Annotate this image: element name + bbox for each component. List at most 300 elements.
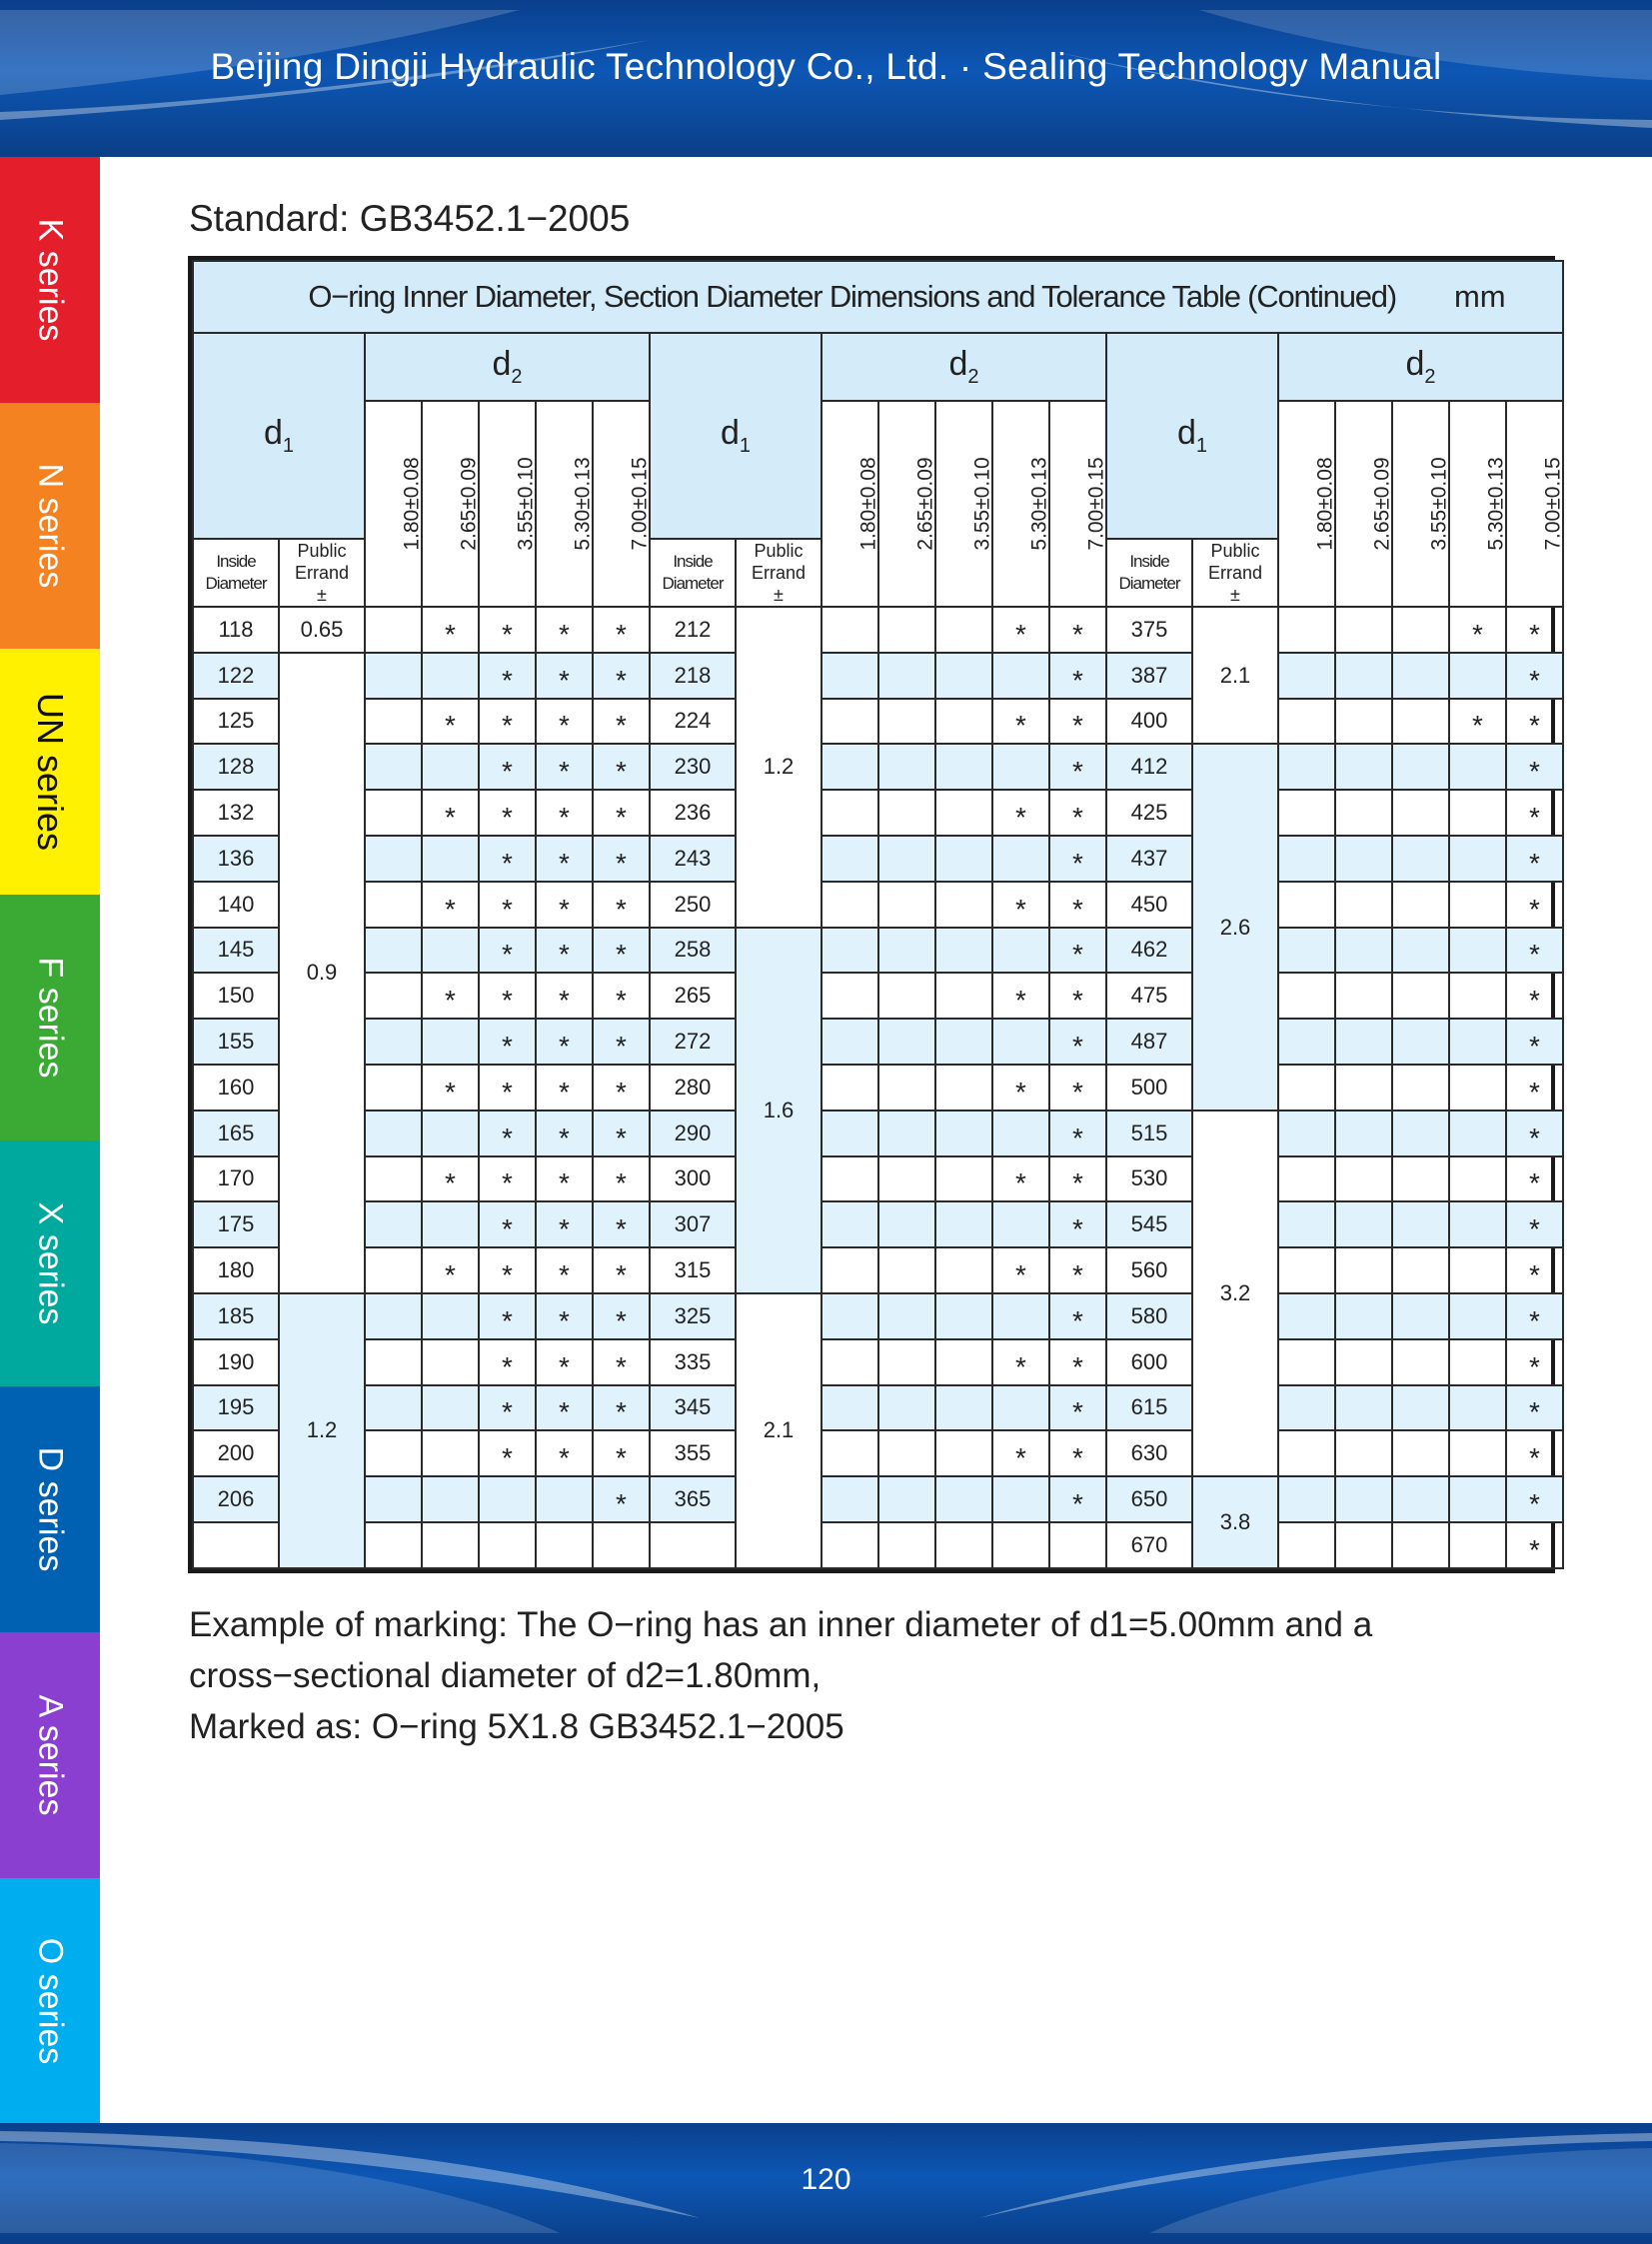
inside-diameter-cell: 118 (193, 607, 279, 653)
availability-star: * (536, 1247, 593, 1293)
series-tab-4[interactable] (0, 1140, 100, 1386)
empty-cell (992, 836, 1049, 882)
availability-star: * (422, 790, 479, 836)
availability-star: * (1449, 699, 1506, 745)
empty-cell (1278, 744, 1335, 790)
table-row (193, 699, 1563, 745)
availability-star: * (536, 882, 593, 928)
empty-cell (1392, 1430, 1449, 1476)
availability-star: * (479, 1430, 536, 1476)
empty-cell (822, 790, 878, 836)
table-row (193, 1201, 1563, 1247)
availability-star: * (992, 1339, 1049, 1385)
availability-star: * (1049, 973, 1106, 1019)
empty-cell (1392, 653, 1449, 699)
example-line-2: cross−sectional diameter of d2=1.80mm, (189, 1656, 822, 1695)
empty-cell (878, 1293, 935, 1339)
empty-cell (1392, 1111, 1449, 1156)
d1-subscript: 1 (739, 434, 752, 457)
inside-diameter-word: Diameter (1118, 574, 1180, 593)
empty-cell (1278, 790, 1335, 836)
d2-size-label: 2.65±0.09 (457, 457, 481, 551)
availability-star: * (479, 1293, 536, 1339)
standard-heading: Standard: GB3452.1−2005 (189, 198, 631, 239)
inside-diameter-cell: 365 (650, 1476, 736, 1522)
empty-cell (1335, 1111, 1392, 1156)
availability-star: * (479, 1339, 536, 1385)
empty-cell (1278, 699, 1335, 745)
availability-star: * (479, 744, 536, 790)
series-tabs (0, 157, 100, 2124)
inside-diameter-cell: 125 (193, 699, 279, 745)
empty-cell (935, 1156, 992, 1202)
empty-cell (1449, 1385, 1506, 1431)
availability-star: * (536, 653, 593, 699)
availability-star: * (1506, 607, 1563, 653)
empty-cell (878, 1111, 935, 1156)
public-errand-cell: 2.6 (1192, 744, 1278, 1110)
empty-cell (1335, 790, 1392, 836)
d2-header (1278, 333, 1563, 401)
inside-diameter-cell: 250 (650, 882, 736, 928)
table-row (193, 1476, 1563, 1522)
empty-cell (1335, 1065, 1392, 1111)
empty-cell (822, 928, 878, 974)
empty-cell (365, 607, 422, 653)
availability-star: * (1506, 1247, 1563, 1293)
availability-star: * (536, 1339, 593, 1385)
availability-star: * (593, 1019, 650, 1065)
availability-star: * (1049, 699, 1106, 745)
inside-diameter-cell: 200 (193, 1430, 279, 1476)
inside-diameter-cell: 355 (650, 1430, 736, 1476)
availability-star: * (1049, 882, 1106, 928)
empty-cell (1278, 1430, 1335, 1476)
empty-cell (935, 1065, 992, 1111)
availability-star: * (1506, 1293, 1563, 1339)
empty-cell (1392, 973, 1449, 1019)
empty-cell (1449, 836, 1506, 882)
empty-cell (935, 607, 992, 653)
empty-cell (822, 973, 878, 1019)
empty-cell (422, 1385, 479, 1431)
inside-diameter-cell: 315 (650, 1247, 736, 1293)
availability-star: * (593, 1385, 650, 1431)
availability-star: * (1506, 836, 1563, 882)
empty-cell (1335, 973, 1392, 1019)
availability-star: * (536, 1156, 593, 1202)
d2-size-label: 2.65±0.09 (913, 457, 937, 551)
availability-star: * (1049, 1339, 1106, 1385)
empty-cell (422, 1019, 479, 1065)
availability-star: * (479, 973, 536, 1019)
empty-cell (992, 1019, 1049, 1065)
header-row-1 (193, 333, 1563, 401)
empty-cell (935, 928, 992, 974)
empty-cell (422, 836, 479, 882)
d1-symbol: d (263, 414, 283, 453)
inside-diameter-word: Inside (673, 552, 713, 571)
availability-star: * (593, 1339, 650, 1385)
empty-cell (878, 1019, 935, 1065)
inside-diameter-cell: 375 (1106, 607, 1192, 653)
series-tab-6[interactable] (0, 1632, 100, 1878)
inside-diameter-cell: 175 (193, 1201, 279, 1247)
empty-cell (1278, 1476, 1335, 1522)
availability-star: * (1506, 744, 1563, 790)
public-errand-header (1192, 539, 1278, 607)
availability-star: * (1049, 1247, 1106, 1293)
public-errand-word: ± (1230, 585, 1240, 605)
availability-star: * (593, 1065, 650, 1111)
availability-star: * (536, 1385, 593, 1431)
availability-star: * (1049, 607, 1106, 653)
empty-cell (422, 744, 479, 790)
d2-size-label: 7.00±0.15 (1084, 457, 1108, 551)
availability-star: * (992, 1430, 1049, 1476)
availability-star: * (593, 1430, 650, 1476)
empty-cell (422, 1430, 479, 1476)
d2-size-label: 3.55±0.10 (514, 457, 538, 551)
availability-star: * (479, 1156, 536, 1202)
public-errand-word: ± (774, 585, 784, 605)
empty-cell (1449, 1201, 1506, 1247)
table-row (193, 1156, 1563, 1202)
inside-diameter-cell: 170 (193, 1156, 279, 1202)
empty-cell (1278, 1293, 1335, 1339)
availability-star: * (593, 1247, 650, 1293)
empty-cell (878, 1065, 935, 1111)
empty-cell (1278, 928, 1335, 974)
empty-cell (365, 1385, 422, 1431)
d2-size-header (878, 401, 935, 607)
empty-cell (365, 973, 422, 1019)
empty-cell (822, 1339, 878, 1385)
inside-diameter-word: Diameter (662, 574, 724, 593)
series-tab-5[interactable] (0, 1386, 100, 1632)
public-errand-word: Errand (751, 563, 807, 583)
empty-cell (1449, 1019, 1506, 1065)
empty-cell (1392, 1293, 1449, 1339)
public-errand-cell: 3.2 (1192, 1111, 1278, 1476)
availability-star: * (1506, 1476, 1563, 1522)
empty-cell (878, 699, 935, 745)
empty-cell (422, 928, 479, 974)
empty-cell (1449, 1247, 1506, 1293)
availability-star: * (593, 882, 650, 928)
empty-cell (822, 1522, 878, 1568)
public-errand-word: Errand (294, 563, 350, 583)
empty-cell (1392, 1156, 1449, 1202)
empty-cell (1392, 1522, 1449, 1568)
empty-cell (822, 744, 878, 790)
inside-diameter-cell: 160 (193, 1065, 279, 1111)
empty-cell (422, 1293, 479, 1339)
availability-star: * (422, 699, 479, 745)
availability-star: * (536, 744, 593, 790)
empty-cell (1335, 653, 1392, 699)
empty-cell (935, 1476, 992, 1522)
d2-size-header (992, 401, 1049, 607)
availability-star: * (422, 1156, 479, 1202)
public-errand-word: Public (754, 541, 804, 561)
inside-diameter-cell: 387 (1106, 653, 1192, 699)
empty-cell (593, 1522, 650, 1568)
availability-star: * (1506, 973, 1563, 1019)
availability-star: * (1506, 928, 1563, 974)
series-tab-1[interactable] (0, 403, 100, 649)
availability-star: * (1506, 882, 1563, 928)
empty-cell (878, 653, 935, 699)
availability-star: * (536, 1430, 593, 1476)
d2-size-header (593, 401, 650, 607)
availability-star: * (1506, 1385, 1563, 1431)
empty-cell (1278, 653, 1335, 699)
d1-symbol: d (720, 414, 740, 453)
empty-cell (1449, 1065, 1506, 1111)
empty-cell (878, 928, 935, 974)
table-row (193, 1522, 1563, 1568)
header-banner (0, 0, 1652, 157)
inside-diameter-cell: 437 (1106, 836, 1192, 882)
availability-star: * (992, 882, 1049, 928)
empty-cell (822, 1247, 878, 1293)
empty-cell (1278, 836, 1335, 882)
d2-size-label: 5.30±0.13 (1027, 457, 1051, 551)
empty-cell (1449, 1156, 1506, 1202)
availability-star: * (479, 1019, 536, 1065)
empty-cell (1278, 1385, 1335, 1431)
inside-diameter-cell: 140 (193, 882, 279, 928)
empty-cell (935, 1522, 992, 1568)
empty-cell (422, 1201, 479, 1247)
public-errand-cell: 2.1 (736, 1293, 822, 1568)
availability-star: * (1049, 1293, 1106, 1339)
empty-cell (878, 1522, 935, 1568)
empty-cell (1335, 928, 1392, 974)
availability-star: * (992, 607, 1049, 653)
empty-cell (822, 1293, 878, 1339)
d2-size-header (1335, 401, 1392, 607)
empty-cell (822, 1201, 878, 1247)
empty-cell (878, 1247, 935, 1293)
empty-cell (1392, 928, 1449, 974)
d2-size-label: 3.55±0.10 (1427, 457, 1451, 551)
d1-subscript: 1 (1195, 434, 1208, 457)
empty-cell (1392, 744, 1449, 790)
empty-cell (1392, 607, 1449, 653)
empty-cell (1278, 1156, 1335, 1202)
o-ring-table-frame (188, 256, 1565, 1573)
series-tab-0[interactable] (0, 157, 100, 403)
availability-star: * (593, 653, 650, 699)
availability-star: * (536, 1111, 593, 1156)
empty-cell (1449, 1339, 1506, 1385)
availability-star: * (1506, 1111, 1563, 1156)
availability-star: * (593, 699, 650, 745)
empty-cell (536, 1476, 593, 1522)
availability-star: * (479, 1247, 536, 1293)
d1-header (1106, 333, 1278, 539)
d2-subscript: 2 (511, 365, 523, 388)
d2-header (365, 333, 650, 401)
inside-diameter-cell: 630 (1106, 1430, 1192, 1476)
series-tab-2[interactable] (0, 649, 100, 895)
empty-cell (935, 1019, 992, 1065)
empty-cell (1335, 836, 1392, 882)
inside-diameter-cell: 180 (193, 1247, 279, 1293)
inside-diameter-cell: 545 (1106, 1201, 1192, 1247)
d1-subscript: 1 (282, 434, 295, 457)
inside-diameter-cell: 650 (1106, 1476, 1192, 1522)
public-errand-header (279, 539, 365, 607)
inside-diameter-cell: 155 (193, 1019, 279, 1065)
example-line-1: Example of marking: The O−ring has an inner diameter of d1=5.00mm and a (189, 1605, 1373, 1644)
empty-cell (822, 1111, 878, 1156)
empty-cell (1278, 1339, 1335, 1385)
inside-diameter-cell: 615 (1106, 1385, 1192, 1431)
series-tab-label: D series (31, 1446, 70, 1572)
empty-cell (1049, 1522, 1106, 1568)
inside-diameter-cell: 560 (1106, 1247, 1192, 1293)
inside-diameter-cell: 425 (1106, 790, 1192, 836)
inside-diameter-cell: 530 (1106, 1156, 1192, 1202)
empty-cell (992, 1385, 1049, 1431)
availability-star: * (1049, 1019, 1106, 1065)
availability-star: * (479, 1065, 536, 1111)
empty-cell (1449, 1522, 1506, 1568)
series-tab-7[interactable] (0, 1878, 100, 2124)
public-errand-word: Public (1210, 541, 1260, 561)
table-row (193, 744, 1563, 790)
empty-cell (822, 699, 878, 745)
inside-diameter-cell: 165 (193, 1111, 279, 1156)
empty-cell (1392, 1201, 1449, 1247)
d2-size-header (536, 401, 593, 607)
empty-cell (1335, 882, 1392, 928)
d2-size-header (1506, 401, 1563, 607)
series-tab-3[interactable] (0, 895, 100, 1140)
empty-cell (365, 1247, 422, 1293)
empty-cell (1278, 1065, 1335, 1111)
availability-star: * (593, 1476, 650, 1522)
availability-star: * (479, 653, 536, 699)
inside-diameter-cell: 136 (193, 836, 279, 882)
table-row (193, 1430, 1563, 1476)
empty-cell (365, 836, 422, 882)
public-errand-cell: 0.9 (279, 653, 365, 1293)
empty-cell (822, 1065, 878, 1111)
empty-cell (422, 1522, 479, 1568)
table-row (193, 973, 1563, 1019)
empty-cell (1449, 790, 1506, 836)
availability-star: * (536, 973, 593, 1019)
availability-star: * (1506, 1156, 1563, 1202)
empty-cell (1392, 1065, 1449, 1111)
empty-cell (935, 836, 992, 882)
public-errand-cell: 1.2 (279, 1293, 365, 1568)
d1-header (650, 333, 822, 539)
empty-cell (422, 1339, 479, 1385)
empty-cell (935, 973, 992, 1019)
d1-symbol: d (1176, 414, 1196, 453)
availability-star: * (593, 1111, 650, 1156)
table-row (193, 1111, 1563, 1156)
d2-symbol: d (1405, 345, 1425, 384)
empty-cell (365, 790, 422, 836)
availability-star: * (593, 790, 650, 836)
availability-star: * (536, 928, 593, 974)
inside-diameter-cell: 487 (1106, 1019, 1192, 1065)
inside-diameter-cell: 600 (1106, 1339, 1192, 1385)
empty-cell (878, 1156, 935, 1202)
availability-star: * (1506, 699, 1563, 745)
inside-diameter-word: Inside (1129, 552, 1169, 571)
table-row (193, 1339, 1563, 1385)
availability-star: * (536, 1019, 593, 1065)
public-errand-cell: 1.2 (736, 607, 822, 928)
empty-cell (365, 1522, 422, 1568)
table-row (193, 1247, 1563, 1293)
availability-star: * (422, 973, 479, 1019)
empty-cell (1335, 1522, 1392, 1568)
availability-star: * (479, 1385, 536, 1431)
empty-cell (365, 1293, 422, 1339)
public-errand-word: ± (317, 585, 327, 605)
inside-diameter-cell: 212 (650, 607, 736, 653)
table-row (193, 607, 1563, 653)
empty-cell (992, 1111, 1049, 1156)
empty-cell (1449, 1476, 1506, 1522)
empty-cell (365, 928, 422, 974)
empty-cell (1335, 1476, 1392, 1522)
availability-star: * (1506, 653, 1563, 699)
d2-size-header (935, 401, 992, 607)
series-tab-label: O series (31, 1937, 70, 2065)
availability-star: * (992, 790, 1049, 836)
empty-cell (935, 699, 992, 745)
inside-diameter-cell (193, 1522, 279, 1568)
empty-cell (1335, 1385, 1392, 1431)
empty-cell (1278, 882, 1335, 928)
availability-star: * (479, 1111, 536, 1156)
availability-star: * (1506, 1019, 1563, 1065)
page-number: 120 (801, 2163, 851, 2196)
availability-star: * (1049, 1111, 1106, 1156)
empty-cell (1392, 1476, 1449, 1522)
availability-star: * (593, 973, 650, 1019)
inside-diameter-header (193, 539, 279, 607)
empty-cell (422, 1476, 479, 1522)
empty-cell (1335, 1339, 1392, 1385)
availability-star: * (422, 1247, 479, 1293)
empty-cell (365, 699, 422, 745)
footer-banner (0, 2123, 1652, 2244)
inside-diameter-cell: 462 (1106, 928, 1192, 974)
empty-cell (878, 882, 935, 928)
empty-cell (1449, 1293, 1506, 1339)
inside-diameter-cell: 128 (193, 744, 279, 790)
series-tab-label: F series (31, 957, 70, 1079)
empty-cell (822, 1156, 878, 1202)
empty-cell (365, 744, 422, 790)
empty-cell (1278, 1201, 1335, 1247)
empty-cell (935, 1430, 992, 1476)
empty-cell (1335, 607, 1392, 653)
empty-cell (878, 607, 935, 653)
availability-star: * (593, 1156, 650, 1202)
empty-cell (822, 1019, 878, 1065)
